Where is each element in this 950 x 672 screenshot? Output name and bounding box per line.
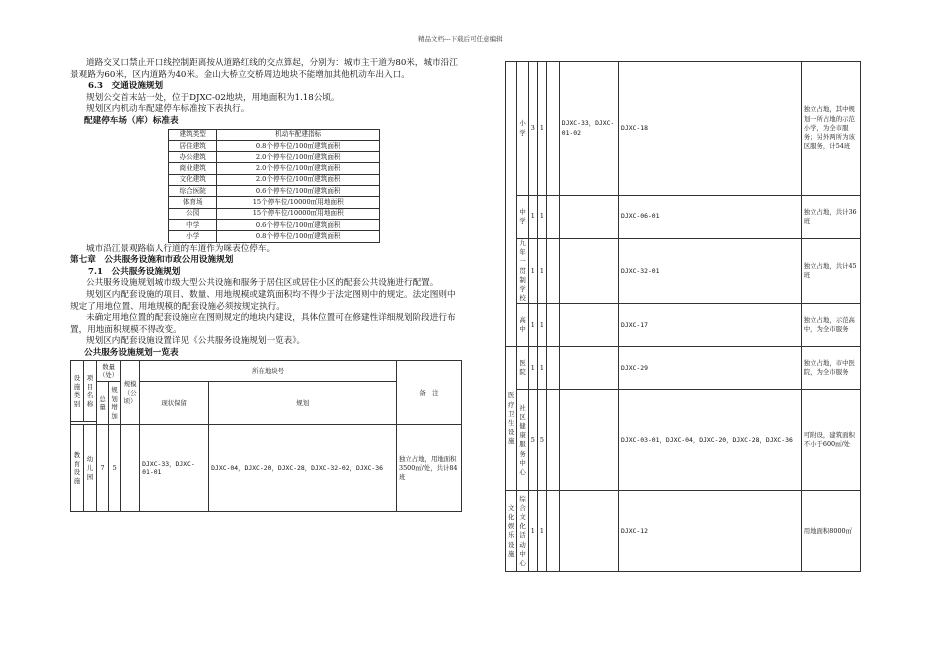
table-row: [169, 152, 380, 163]
cell-add: 1: [537, 62, 546, 196]
page-header: 精品文档---下载后可任意编辑: [418, 35, 503, 43]
table-row: [71, 425, 462, 512]
cell-add: 1: [537, 196, 546, 239]
parking-header-row: [169, 129, 380, 140]
cell-scale: [121, 425, 140, 512]
para-parking-std: 规划区内机动车配建停车标准按下表执行。: [86, 104, 250, 115]
para-see-table: 规划区内配套设施设置详见《公共服务设施规划一览表》。: [86, 336, 306, 347]
cell-plan: DJXC-17: [619, 304, 802, 347]
parking-rows: [169, 140, 380, 242]
cell-add: 5: [537, 390, 546, 491]
cell-note: 独立占地，市中医院，为全市服务: [801, 347, 860, 390]
cell-name: 九年一贯制学校: [517, 239, 528, 304]
table-row: [506, 304, 861, 347]
table-row: [506, 347, 861, 390]
cell-add: 1: [537, 491, 546, 572]
parking-building-type: 综合医院: [169, 186, 217, 197]
cell-type: 教育设施: [71, 425, 84, 512]
cell-type: 文化娱乐设施: [506, 491, 517, 572]
table-row: [169, 219, 380, 230]
left-column: [70, 58, 462, 512]
cell-plan: DJXC-12: [619, 491, 802, 572]
cell-total: 1: [528, 304, 537, 347]
cell-add: 5: [109, 425, 121, 512]
cell-note: 独立占地，示范高中，为全市服务: [801, 304, 860, 347]
public-service-table-continued: [505, 61, 861, 572]
col-add-header: 规划增加: [109, 382, 121, 425]
cell-total: 1: [528, 347, 537, 390]
cell-note: 可附设，建筑面积不小于600㎡/处: [801, 390, 860, 491]
right-column: [505, 61, 861, 572]
parking-building-type: 文化建筑: [169, 174, 217, 185]
cell-plan: DJXC-29: [619, 347, 802, 390]
parking-index: 2.0个停车位/100㎡建筑面积: [217, 163, 380, 174]
col-count-header: 数量（处）: [97, 361, 121, 382]
cell-plan: DJXC-18: [619, 62, 802, 196]
para-location-rule: 未确定用地位置的配套设施应在图则规定的地块内建设，具体位置可在修建性详细规划阶段进行布置，用地面积规模不得改变。: [70, 313, 456, 335]
cell-total: 7: [97, 425, 109, 512]
cell-plan: DJXC-06-01: [619, 196, 802, 239]
table-row: [169, 174, 380, 185]
parking-index: 15个停车位/10000㎡用地面积: [217, 197, 380, 208]
cell-name: 小学: [517, 62, 528, 196]
col-total-header: 总量: [97, 382, 109, 425]
parking-building-type: 小学: [169, 231, 217, 242]
cell-keep: DJXC-33，DJXC-01-01: [140, 425, 209, 512]
table-row: [506, 62, 861, 196]
cell-scale: [546, 390, 559, 491]
table-row: [506, 239, 861, 304]
parking-table-title: 配建停车场（库）标准表: [84, 115, 179, 126]
cell-name: 医院: [517, 347, 528, 390]
parking-index: 0.8个停车位/100㎡建筑面积: [217, 140, 380, 151]
table-row: [169, 231, 380, 242]
cell-keep: DJXC-33，DJXC-01-02: [559, 62, 618, 196]
public-service-table: [70, 360, 462, 512]
table-row: [169, 197, 380, 208]
parking-building-type: 公园: [169, 208, 217, 219]
cell-name: 中学: [517, 196, 528, 239]
table-row: [169, 163, 380, 174]
cell-name: 幼儿园: [84, 425, 97, 512]
cell-keep: [559, 347, 618, 390]
col-scale-header: 规模（公顷）: [121, 361, 140, 425]
cell-note: 独立占地，用地面积3500㎡/处，共计84班: [397, 425, 462, 512]
parking-index: 0.6个停车位/100㎡建筑面积: [217, 186, 380, 197]
para-bus-station: 规划公交首末站一处，位于DJXC-02地块，用地面积为1.18公顷。: [86, 92, 340, 103]
col-note-header: 备 注: [397, 361, 462, 425]
section-7-1-title: 7.1 公共服务设施规划: [88, 266, 181, 277]
cell-keep: [559, 239, 618, 304]
table-row: [506, 196, 861, 239]
cell-scale: [546, 239, 559, 304]
table-row: [506, 390, 861, 491]
cell-type: [506, 62, 517, 347]
cell-scale: [546, 347, 559, 390]
cell-note: 用地面积8000㎡: [801, 491, 860, 572]
cell-add: 1: [537, 347, 546, 390]
cell-add: 1: [537, 239, 546, 304]
parking-header-type: 建筑类型: [169, 129, 217, 140]
cell-type: 医疗卫生设施: [506, 347, 517, 491]
cell-keep: [559, 304, 618, 347]
table-row: [169, 186, 380, 197]
cell-plan: DJXC-03-01，DJXC-04，DJXC-20，DJXC-28，DJXC-36: [619, 390, 802, 491]
cell-name: 社区健康服务中心: [517, 390, 528, 491]
parking-index: 2.0个停车位/100㎡建筑面积: [217, 152, 380, 163]
cell-total: 3: [528, 62, 537, 196]
parking-index: 0.8个停车位/100㎡建筑面积: [217, 231, 380, 242]
cell-scale: [546, 196, 559, 239]
parking-building-type: 商业建筑: [169, 163, 217, 174]
cell-total: 1: [528, 196, 537, 239]
parking-building-type: 体育场: [169, 197, 217, 208]
cell-name: 综合文化活动中心: [517, 491, 528, 572]
parking-index: 15个停车位/10000㎡用地面积: [217, 208, 380, 219]
chapter-7-title: 第七章 公共服务设施和市政公用设施规划: [70, 255, 234, 266]
cell-keep: [559, 491, 618, 572]
cell-note: 独立占地，共计36班: [801, 196, 860, 239]
cell-keep: [559, 390, 618, 491]
parking-building-type: 办公建筑: [169, 152, 217, 163]
para-public-service: 公共服务设施规划城市级大型公共设施和服务于居住区或居住小区的配套公共设施进行配置。: [86, 278, 439, 289]
parking-building-type: 居住建筑: [169, 140, 217, 151]
cell-total: 1: [528, 491, 537, 572]
cell-note: 独立占地，其中规划一所占地的示范小学，为全市服务；另外两所为该区服务，计54班: [801, 62, 860, 196]
cell-add: 1: [537, 304, 546, 347]
parking-header-index: 机动车配建指标: [217, 129, 380, 140]
col-name-header: 项目名称: [84, 361, 97, 422]
cell-plan: DJXC-04，DJXC-20，DJXC-28，DJXC-32-02，DJXC-36: [209, 425, 397, 512]
section-6-3-title: 6.3 交通设施规划: [88, 81, 164, 92]
col-keep-header: 现状保留: [140, 382, 209, 425]
para-intersection: 道路交叉口禁止开口线控制距离按从道路红线的交点算起，分别为：城市主干道为80米，城市沿江景观路为60米，区内道路为40米。金山大桥立交桥周边地块不能增加其他机动车出入口。: [70, 58, 458, 80]
table-row: [506, 491, 861, 572]
cell-note: 独立占地，共计45班: [801, 239, 860, 304]
cell-scale: [546, 304, 559, 347]
public-table-title: 公共服务设施规划一览表: [84, 347, 179, 358]
table-row: [169, 140, 380, 151]
cell-plan: DJXC-32-01: [619, 239, 802, 304]
cell-name: 高中: [517, 304, 528, 347]
col-type-header: 设施类别: [71, 361, 84, 422]
cell-keep: [559, 196, 618, 239]
parking-table: [168, 129, 380, 243]
cell-total: 5: [528, 390, 537, 491]
col-plan-header: 规划: [209, 382, 397, 425]
parking-index: 0.6个停车位/100㎡建筑面积: [217, 219, 380, 230]
cell-total: 1: [528, 239, 537, 304]
para-quantity-rule: 规划区内配套设施的项目、数量、用地规模或建筑面积均不得少于法定图则中的规定。法定图则中规定了用地位置、用地规模的配套设施必须按规定执行。: [70, 289, 456, 312]
parking-building-type: 中学: [169, 219, 217, 230]
table-row: [169, 208, 380, 219]
parking-index: 2.0个停车位/100㎡建筑面积: [217, 174, 380, 185]
cell-scale: [546, 491, 559, 572]
cell-scale: [546, 62, 559, 196]
para-meter-parking: 城市沿江景观路临人行道的车道作为咪表位停车。: [86, 243, 276, 254]
col-location-header: 所在地块号: [140, 361, 397, 382]
